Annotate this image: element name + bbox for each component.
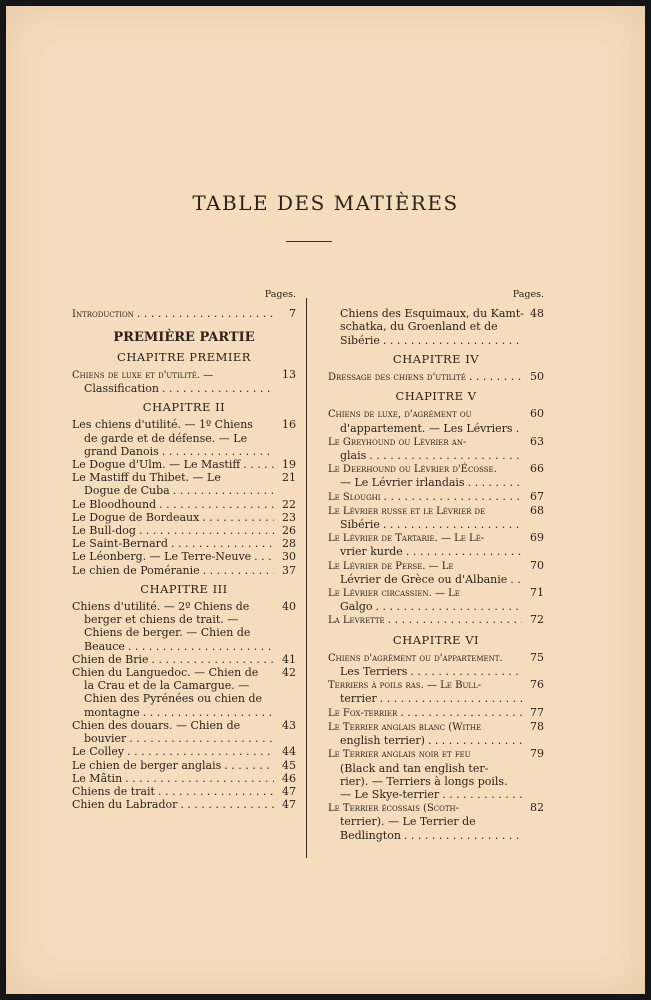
toc-entry: [72, 666, 296, 719]
page-title: TABLE DES MATIÈRES: [192, 191, 459, 215]
entry-page: 44: [282, 745, 296, 759]
entry-line: Bedlington: [340, 828, 401, 842]
entry-line: Beauce: [84, 639, 125, 653]
entry-page: 60: [530, 407, 544, 421]
entry-page: 42: [282, 666, 296, 680]
entry-line: Le chien de berger anglais: [72, 758, 222, 772]
toc-entry: [72, 498, 296, 511]
toc-entry: [328, 559, 544, 586]
entry-page: 7: [289, 307, 296, 321]
entry-line: Le Terrier anglais blanc (Withe: [328, 721, 482, 733]
entry-line: glais: [340, 449, 367, 463]
chapter-heading: CHAPITRE III: [140, 581, 228, 596]
entry-line: rier). — Terriers à longs poils.: [340, 774, 508, 788]
toc-entry: [328, 435, 544, 462]
entry-page: 70: [530, 558, 544, 572]
toc-entry: [328, 706, 544, 720]
entry-page: 76: [530, 678, 544, 692]
entry-line: Le Lévrier circassien. — Le: [328, 588, 460, 600]
entry-line: Le Saint-Bernard: [72, 537, 168, 551]
chapter-heading: CHAPITRE PREMIER: [117, 349, 251, 364]
title-rule: [286, 241, 332, 242]
entry-page: 22: [282, 497, 296, 511]
entry-page: 30: [282, 550, 296, 564]
entry-line: (Black and tan english ter-: [340, 761, 489, 775]
entry-line: de garde et de défense. — Le: [84, 431, 248, 445]
entry-page: 46: [282, 771, 296, 785]
chapter-heading: CHAPITRE II: [142, 400, 226, 415]
entry-line: Chiens de luxe et d'utilité. —: [72, 369, 214, 381]
toc-entry: [328, 490, 544, 504]
entry-page: 26: [282, 524, 296, 538]
entry-line: la Crau et de la Camargue. —: [84, 679, 250, 693]
toc-entry: [72, 785, 296, 798]
entry-page: 28: [282, 537, 296, 551]
entry-line: Le Terrier écossais (Scoth-: [328, 803, 460, 815]
entry-line: Sibérie: [340, 518, 380, 532]
entry-line: Dressage des chiens d'utilité: [328, 372, 466, 384]
entry-page: 69: [530, 531, 544, 545]
entry-line: Chiens de trait: [72, 784, 155, 798]
toc-entry: [72, 537, 296, 550]
entry-page: 75: [530, 650, 544, 664]
entry-page: 16: [282, 418, 296, 432]
entry-page: 40: [282, 600, 296, 614]
entry-line: Le Dogue de Bordeaux: [72, 510, 200, 524]
toc-entry: [328, 801, 544, 842]
entry-line: Le Bloodhound: [72, 497, 157, 511]
entry-line: Chien du Labrador: [72, 798, 178, 812]
entry-line: Le Dogue d'Ulm. — Le Mastiff: [72, 458, 241, 472]
toc-entry: [328, 720, 544, 747]
entry-page: 77: [530, 705, 544, 719]
toc-entry: [328, 678, 544, 705]
column-divider: [306, 298, 307, 858]
entry-line: Chien des Pyrénées ou chien de: [84, 692, 263, 706]
entry-line: Le Lévrier de Perse. — Le: [328, 560, 454, 572]
entry-page: 43: [282, 718, 296, 732]
entry-line: Le Terrier anglais noir et feu: [328, 749, 471, 761]
book-page: [6, 6, 645, 994]
entry-page: 82: [530, 801, 544, 815]
entry-line: Chien du Languedoc. — Chien de: [72, 666, 259, 680]
entry-page: 47: [282, 798, 296, 812]
toc-entry: [328, 407, 544, 434]
entry-line: Chien des douars. — Chien de: [72, 718, 241, 732]
entry-page: 48: [530, 307, 544, 321]
entry-page: 71: [530, 586, 544, 600]
entry-line: montagne: [84, 705, 140, 719]
entry-page: 50: [530, 370, 544, 384]
entry-line: schatka, du Groenland et de: [340, 320, 498, 334]
entry-line: La Levrette: [328, 615, 385, 627]
entry-page: 79: [530, 747, 544, 761]
entry-page: 63: [530, 434, 544, 448]
entry-line: Le Léonberg. — Le Terre-Neuve: [72, 550, 252, 564]
toc-entry: [72, 458, 296, 471]
toc-entry: [72, 759, 296, 772]
toc-entry: [328, 586, 544, 613]
entry-line: Lévrier de Grèce ou d'Albanie: [340, 572, 508, 586]
entry-line: — Le Lévrier irlandais: [340, 476, 465, 490]
entry-page: 37: [282, 563, 296, 577]
entry-page: 21: [282, 471, 296, 485]
entry-line: Chiens d'agrément ou d'appartement.: [328, 652, 503, 664]
entry-page: 13: [282, 367, 296, 381]
entry-text: Introduction: [72, 309, 134, 321]
toc-entry: [72, 368, 296, 395]
entry-line: Sibérie: [340, 333, 380, 347]
toc-entry: [72, 511, 296, 524]
toc-entry: [328, 531, 544, 558]
entry-page: 68: [530, 503, 544, 517]
toc-entry: [72, 564, 296, 577]
toc-entry: [72, 798, 296, 811]
pages-header-left: Pages.: [264, 289, 296, 300]
entry-line: — Le Skye-terrier: [340, 787, 440, 801]
entry-line: Le Colley: [72, 745, 125, 759]
entry-line: vrier kurde: [340, 545, 403, 559]
entry-line: Le Sloughi: [328, 491, 381, 503]
entry-line: Chien de Brie: [72, 652, 149, 666]
entry-line: Chiens des Esquimaux, du Kamt-: [340, 307, 525, 321]
entry-line: Galgo: [340, 600, 373, 614]
entry-line: Dogue de Cuba: [84, 484, 170, 498]
entry-line: Le Greyhound ou Lévrier an-: [328, 436, 467, 448]
toc-entry: [328, 747, 544, 801]
toc-entry: [72, 524, 296, 537]
toc-entry: [328, 462, 544, 489]
entry-line: Le Mâtin: [72, 771, 123, 785]
entry-line: terrier). — Le Terrier de: [340, 815, 476, 829]
entry-page: 72: [530, 613, 544, 627]
entry-line: Terriers à poils ras. — Le Bull-: [328, 680, 482, 692]
entry-page: 45: [282, 758, 296, 772]
entry-page: 67: [530, 489, 544, 503]
toc-entry-introduction: [72, 307, 296, 321]
toc-entry: [328, 651, 544, 678]
toc-entry: [72, 772, 296, 785]
entry-page: 19: [282, 458, 296, 472]
toc-entry: [72, 418, 296, 458]
entry-page: 66: [530, 462, 544, 476]
toc-entry: [72, 653, 296, 666]
toc-entry: [328, 307, 544, 347]
entry-line: berger et chiens de trait. —: [84, 613, 239, 627]
entry-line: Le chien de Poméranie: [72, 563, 200, 577]
entry-line: Classification: [84, 382, 160, 396]
entry-line: Le Deerhound ou Lévrier d'Écosse.: [328, 464, 497, 476]
pages-header-right: Pages.: [512, 289, 544, 300]
toc-entry: [72, 600, 296, 653]
toc-entry: [328, 504, 544, 531]
entry-line: Le Lévrier russe et le Lévrier de: [328, 505, 486, 517]
entry-line: Chiens d'utilité. — 2º Chiens de: [72, 600, 250, 614]
entry-line: Les Terriers: [340, 665, 408, 679]
toc-entry: [328, 613, 544, 627]
entry-line: bouvier: [84, 732, 127, 746]
entry-page: 23: [282, 510, 296, 524]
entry-page: 41: [282, 652, 296, 666]
entry-line: Le Fox-terrier: [328, 707, 398, 719]
entry-line: english terrier): [340, 734, 425, 748]
entry-line: Le Mastiff du Thibet. — Le: [72, 471, 221, 485]
entry-line: terrier: [340, 692, 377, 706]
toc-entry: [72, 719, 296, 745]
right-column: [328, 288, 544, 842]
entry-line: Le Bull-dog: [72, 524, 136, 538]
chapter-heading: CHAPITRE IV: [392, 351, 480, 366]
entry-line: Chiens de luxe, d'agrément ou: [328, 409, 472, 421]
chapter-heading: CHAPITRE V: [395, 389, 477, 404]
entry-line: Les chiens d'utilité. — 1º Chiens: [72, 418, 253, 432]
toc-entry: [72, 550, 296, 563]
entry-line: grand Danois: [84, 444, 159, 458]
entry-line: Chiens de berger. — Chien de: [84, 626, 251, 640]
toc-entry: [72, 745, 296, 758]
entry-page: 47: [282, 784, 296, 798]
chapter-heading: CHAPITRE VI: [392, 632, 480, 647]
toc-entry: [328, 370, 544, 384]
entry-line: Le Lévrier de Tartarie. — Le Lé-: [328, 533, 485, 545]
left-column: [72, 288, 296, 811]
entry-page: 78: [530, 719, 544, 733]
entry-line: d'appartement. — Les Lévriers: [340, 421, 513, 435]
part-heading: PREMIÈRE PARTIE: [113, 330, 255, 346]
toc-entry: [72, 471, 296, 497]
